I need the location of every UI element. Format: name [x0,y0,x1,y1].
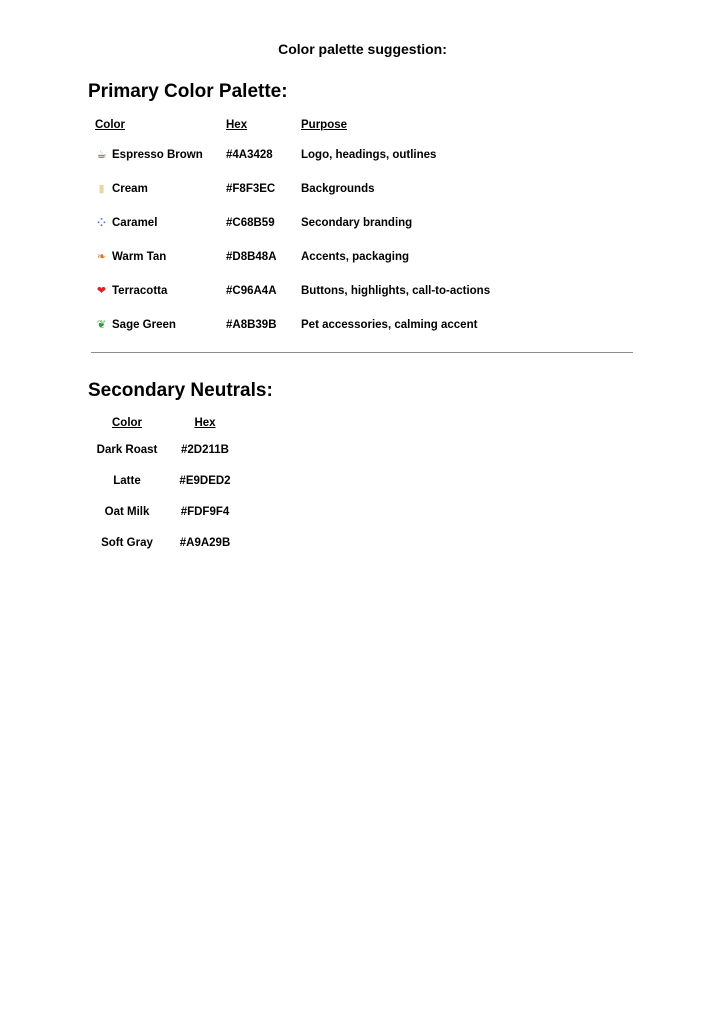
table-row [92,496,248,527]
color-name: Soft Gray [101,536,153,549]
hex-column-header: Hex [226,119,248,131]
color-name: Espresso Brown [112,149,203,161]
hex-value: #A8B39B [226,319,277,331]
table-row [92,527,248,558]
color-column-header: Color [95,119,126,131]
table-row [95,308,561,342]
table-row [95,172,561,206]
color-name: Caramel [112,217,158,229]
section-divider [91,352,633,353]
table-row [92,465,248,496]
secondary-table-header [92,412,248,434]
hex-value: #E9DED2 [179,474,231,487]
primary-palette-heading: Primary Color Palette: [88,81,288,102]
color-name: Dark Roast [96,443,158,456]
hex-value: #4A3428 [226,149,273,161]
purpose-text: Secondary branding [301,217,413,229]
primary-table-header [95,112,561,138]
color-name: Terracotta [112,285,168,297]
coffee-cup-icon: ☕ [96,148,107,161]
hex-value: #A9A29B [179,536,231,549]
purpose-text: Backgrounds [301,183,375,195]
table-row [92,434,248,465]
purpose-text: Accents, packaging [301,251,410,263]
purpose-text: Pet accessories, calming accent [301,319,478,331]
hex-value: #D8B48A [226,251,277,263]
table-row [95,138,561,172]
color-name: Oat Milk [104,505,150,518]
paw-prints-icon: ⁘ [96,216,107,229]
color-name: Latte [113,474,141,487]
hex-value: #2D211B [181,443,229,456]
table-row [95,206,561,240]
hex-column-header: Hex [194,417,216,429]
milk-glass-icon: ▮ [98,182,105,195]
purpose-text: Buttons, highlights, call-to-actions [301,285,491,297]
fallen-leaf-icon: ❧ [96,250,107,263]
table-row [95,240,561,274]
secondary-neutrals-table [92,412,248,558]
purpose-text: Logo, headings, outlines [301,149,437,161]
hex-value: #FDF9F4 [180,505,230,518]
page-title: Color palette suggestion: [278,41,447,57]
herb-leaf-icon: ❦ [96,318,107,331]
hex-value: #C68B59 [226,217,275,229]
red-heart-icon: ❤ [96,284,107,297]
color-name: Sage Green [112,319,176,331]
primary-palette-table [95,112,561,342]
purpose-column-header: Purpose [301,119,348,131]
secondary-neutrals-heading: Secondary Neutrals: [88,380,273,401]
color-column-header: Color [111,417,143,429]
color-name: Cream [112,183,148,195]
table-row [95,274,561,308]
hex-value: #F8F3EC [226,183,276,195]
hex-value: #C96A4A [226,285,277,297]
color-name: Warm Tan [112,251,167,263]
